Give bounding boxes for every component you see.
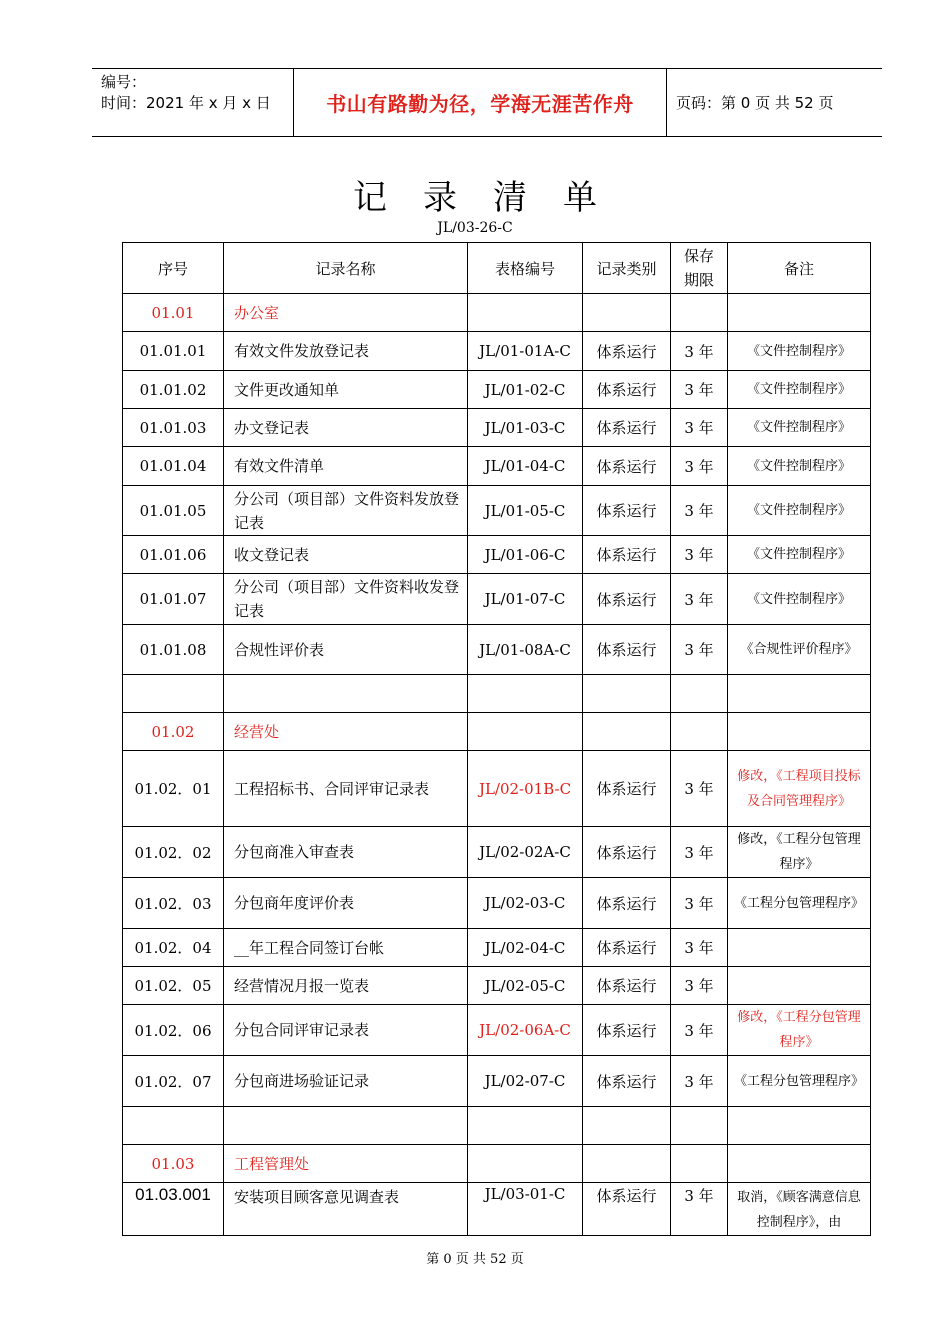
record-number: 01.01.06 bbox=[123, 536, 224, 574]
table-row bbox=[123, 536, 871, 574]
record-type: 体系运行 bbox=[583, 929, 671, 967]
record-type: 体系运行 bbox=[583, 827, 671, 878]
remark: 《文件控制程序》 bbox=[728, 371, 871, 409]
header-motto: 书山有路勤为径，学海无涯苦作舟 bbox=[326, 92, 634, 116]
remark bbox=[728, 1145, 871, 1183]
table-row bbox=[123, 827, 871, 878]
table-row bbox=[123, 1005, 871, 1056]
record-number: 01.02．02 bbox=[123, 827, 224, 878]
record-type: 体系运行 bbox=[583, 878, 671, 929]
record-type bbox=[583, 294, 671, 332]
remark: 《工程分包管理程序》 bbox=[728, 1056, 871, 1107]
record-number: 01.02．04 bbox=[123, 929, 224, 967]
record-type bbox=[583, 1107, 671, 1145]
table-header-row bbox=[123, 243, 871, 294]
table-row bbox=[123, 1107, 871, 1145]
record-type: 体系运行 bbox=[583, 1056, 671, 1107]
form-code: JL/01-06-C bbox=[468, 536, 583, 574]
table-row bbox=[123, 332, 871, 371]
form-code: JL/01-05-C bbox=[468, 486, 583, 536]
record-type: 体系运行 bbox=[583, 536, 671, 574]
remark bbox=[728, 967, 871, 1005]
record-number: 01.02 bbox=[123, 713, 224, 751]
table-row bbox=[123, 751, 871, 827]
form-code bbox=[468, 675, 583, 713]
document-time-label: 时间：2021 年 x 月 x 日 bbox=[101, 94, 271, 112]
table-row bbox=[123, 929, 871, 967]
retention-period bbox=[671, 713, 728, 751]
remark: 《文件控制程序》 bbox=[728, 536, 871, 574]
header-no: 序号 bbox=[123, 243, 224, 294]
table-row bbox=[123, 1056, 871, 1107]
record-name: 办公室 bbox=[224, 294, 468, 332]
record-type: 体系运行 bbox=[583, 332, 671, 371]
retention-period: 3 年 bbox=[671, 332, 728, 371]
form-code bbox=[468, 713, 583, 751]
document-code: JL/03-26-C bbox=[437, 220, 513, 236]
table-row bbox=[123, 486, 871, 536]
record-type: 体系运行 bbox=[583, 574, 671, 625]
record-name: 合规性评价表 bbox=[224, 625, 468, 675]
record-type: 体系运行 bbox=[583, 625, 671, 675]
form-code: JL/01-01A-C bbox=[468, 332, 583, 371]
table-row bbox=[123, 967, 871, 1005]
record-name: __年工程合同签订台帐 bbox=[224, 929, 468, 967]
record-number: 01.01.03 bbox=[123, 409, 224, 447]
table-row bbox=[123, 878, 871, 929]
form-code: JL/01-02-C bbox=[468, 371, 583, 409]
retention-period bbox=[671, 294, 728, 332]
remark: 《文件控制程序》 bbox=[728, 574, 871, 625]
record-name: 有效文件发放登记表 bbox=[224, 332, 468, 371]
record-type: 体系运行 bbox=[583, 751, 671, 827]
table-row bbox=[123, 675, 871, 713]
header-type: 记录类别 bbox=[583, 243, 671, 294]
record-number: 01.01.07 bbox=[123, 574, 224, 625]
retention-period bbox=[671, 1107, 728, 1145]
retention-period: 3 年 bbox=[671, 486, 728, 536]
remark: 修改，《工程分包管理程序》 bbox=[728, 827, 871, 878]
form-code: JL/02-04-C bbox=[468, 929, 583, 967]
record-type bbox=[583, 1145, 671, 1183]
table-row bbox=[123, 574, 871, 625]
header-note: 备注 bbox=[728, 243, 871, 294]
record-number: 01.03 bbox=[123, 1145, 224, 1183]
remark: 《文件控制程序》 bbox=[728, 486, 871, 536]
retention-period: 3 年 bbox=[671, 751, 728, 827]
header-meta bbox=[101, 72, 271, 114]
retention-period: 3 年 bbox=[671, 574, 728, 625]
retention-period: 3 年 bbox=[671, 447, 728, 486]
retention-period: 3 年 bbox=[671, 1005, 728, 1056]
remark: 《工程分包管理程序》 bbox=[728, 878, 871, 929]
record-name bbox=[224, 1107, 468, 1145]
remark: 修改，《工程分包管理程序》 bbox=[728, 1005, 871, 1056]
record-type: 体系运行 bbox=[583, 371, 671, 409]
retention-period: 3 年 bbox=[671, 967, 728, 1005]
record-number: 01.03.001 bbox=[123, 1183, 224, 1236]
section-row bbox=[123, 1145, 871, 1183]
remark: 《文件控制程序》 bbox=[728, 409, 871, 447]
form-code bbox=[468, 1107, 583, 1145]
form-code bbox=[468, 1145, 583, 1183]
form-code: JL/01-08A-C bbox=[468, 625, 583, 675]
retention-period: 3 年 bbox=[671, 1056, 728, 1107]
remark: 《合规性评价程序》 bbox=[728, 625, 871, 675]
form-code: JL/02-05-C bbox=[468, 967, 583, 1005]
form-code: JL/01-07-C bbox=[468, 574, 583, 625]
form-code: JL/02-03-C bbox=[468, 878, 583, 929]
header-divider bbox=[666, 69, 667, 136]
record-type: 体系运行 bbox=[583, 967, 671, 1005]
header-name: 记录名称 bbox=[224, 243, 468, 294]
record-name: 经营处 bbox=[224, 713, 468, 751]
form-code: JL/01-04-C bbox=[468, 447, 583, 486]
remark bbox=[728, 675, 871, 713]
record-number bbox=[123, 675, 224, 713]
remark: 取消，《顾客满意信息控制程序》，由 bbox=[728, 1183, 871, 1236]
header-bottom-rule bbox=[92, 136, 882, 137]
record-name: 文件更改通知单 bbox=[224, 371, 468, 409]
records-table bbox=[122, 242, 871, 1236]
form-code: JL/03-01-C bbox=[468, 1183, 583, 1236]
record-name: 分公司（项目部）文件资料发放登记表 bbox=[224, 486, 468, 536]
remark: 修改，《工程项目投标及合同管理程序》 bbox=[728, 751, 871, 827]
table-row bbox=[123, 625, 871, 675]
remark bbox=[728, 929, 871, 967]
record-name: 工程管理处 bbox=[224, 1145, 468, 1183]
retention-period: 3 年 bbox=[671, 536, 728, 574]
section-row bbox=[123, 294, 871, 332]
retention-period: 3 年 bbox=[671, 929, 728, 967]
table-row bbox=[123, 409, 871, 447]
record-number: 01.01.01 bbox=[123, 332, 224, 371]
record-type: 体系运行 bbox=[583, 1183, 671, 1236]
record-name: 分包商准入审查表 bbox=[224, 827, 468, 878]
record-number: 01.02．01 bbox=[123, 751, 224, 827]
retention-period: 3 年 bbox=[671, 1183, 728, 1236]
record-name: 分包商进场验证记录 bbox=[224, 1056, 468, 1107]
form-code bbox=[468, 294, 583, 332]
record-type: 体系运行 bbox=[583, 447, 671, 486]
record-number: 01.01 bbox=[123, 294, 224, 332]
record-type: 体系运行 bbox=[583, 1005, 671, 1056]
header-code: 表格编号 bbox=[468, 243, 583, 294]
remark bbox=[728, 294, 871, 332]
remark: 《文件控制程序》 bbox=[728, 332, 871, 371]
record-name: 安装项目顾客意见调查表 bbox=[224, 1183, 468, 1236]
header-page-info: 页码：第 0 页 共 52 页 bbox=[676, 94, 834, 112]
record-number: 01.02．07 bbox=[123, 1056, 224, 1107]
record-name: 分公司（项目部）文件资料收发登记表 bbox=[224, 574, 468, 625]
record-name: 经营情况月报一览表 bbox=[224, 967, 468, 1005]
record-number: 01.01.04 bbox=[123, 447, 224, 486]
record-type bbox=[583, 713, 671, 751]
form-code: JL/02-07-C bbox=[468, 1056, 583, 1107]
record-name: 办文登记表 bbox=[224, 409, 468, 447]
page-footer: 第 0 页 共 52 页 bbox=[426, 1252, 524, 1267]
record-number: 01.01.08 bbox=[123, 625, 224, 675]
record-name: 分包合同评审记录表 bbox=[224, 1005, 468, 1056]
form-code: JL/02-01B-C bbox=[468, 751, 583, 827]
retention-period bbox=[671, 1145, 728, 1183]
record-number: 01.02．05 bbox=[123, 967, 224, 1005]
record-number: 01.02．03 bbox=[123, 878, 224, 929]
record-number: 01.01.02 bbox=[123, 371, 224, 409]
remark bbox=[728, 713, 871, 751]
record-type: 体系运行 bbox=[583, 486, 671, 536]
table-row bbox=[123, 371, 871, 409]
record-type bbox=[583, 675, 671, 713]
record-number: 01.02．06 bbox=[123, 1005, 224, 1056]
record-name: 分包商年度评价表 bbox=[224, 878, 468, 929]
retention-period: 3 年 bbox=[671, 409, 728, 447]
form-code: JL/01-03-C bbox=[468, 409, 583, 447]
remark: 《文件控制程序》 bbox=[728, 447, 871, 486]
section-row bbox=[123, 713, 871, 751]
table-row bbox=[123, 1183, 871, 1236]
retention-period: 3 年 bbox=[671, 878, 728, 929]
record-name: 收文登记表 bbox=[224, 536, 468, 574]
record-name bbox=[224, 675, 468, 713]
table-row bbox=[123, 447, 871, 486]
record-type: 体系运行 bbox=[583, 409, 671, 447]
retention-period bbox=[671, 675, 728, 713]
record-name: 工程招标书、合同评审记录表 bbox=[224, 751, 468, 827]
document-title: 记录清单 bbox=[353, 178, 633, 218]
record-number bbox=[123, 1107, 224, 1145]
remark bbox=[728, 1107, 871, 1145]
form-code: JL/02-06A-C bbox=[468, 1005, 583, 1056]
header-keep: 保存期限 bbox=[671, 243, 728, 294]
retention-period: 3 年 bbox=[671, 625, 728, 675]
document-number-label: 编号： bbox=[101, 73, 147, 91]
retention-period: 3 年 bbox=[671, 827, 728, 878]
form-code: JL/02-02A-C bbox=[468, 827, 583, 878]
record-name: 有效文件清单 bbox=[224, 447, 468, 486]
record-number: 01.01.05 bbox=[123, 486, 224, 536]
retention-period: 3 年 bbox=[671, 371, 728, 409]
